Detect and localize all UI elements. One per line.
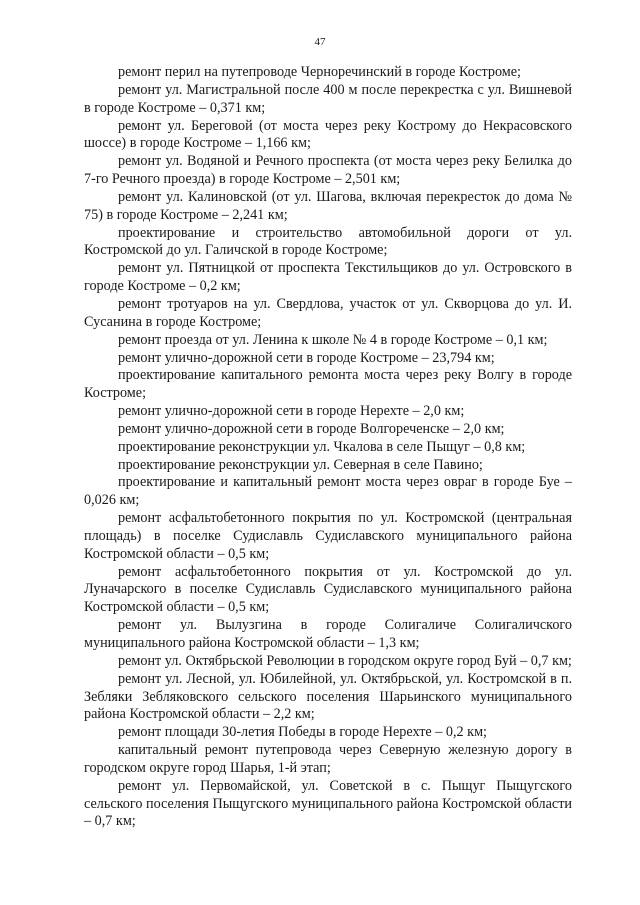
list-item: ремонт улично-дорожной сети в городе Костроме – 23,794 км; — [118, 349, 495, 366]
list-item: ремонт тротуаров на ул. Свердлова, участок от ул. Скворцова до ул. И. Сусанина в городе Костроме; — [84, 295, 572, 330]
list-item: ремонт ул. Первомайской, ул. Советской в с. Пыщуг Пыщугского сельского поселения Пыщугского муниципального района Костромской области – 0,7 км; — [84, 777, 572, 830]
page-number: 47 — [314, 36, 326, 48]
list-item: ремонт ул. Береговой (от моста через реку Кострому до Некрасовского шоссе) в городе Костроме – 1,166 км; — [84, 117, 572, 152]
list-item: проектирование и строительство автомобильной дороги от ул. Костромской до ул. Галичской в городе Костроме; — [84, 224, 572, 259]
list-item: ремонт асфальтобетонного покрытия по ул. Костромской (центральная площадь) в поселке Судиславль Судиславского муниципального района Костромской области – 0,5 км; — [84, 510, 572, 562]
list-item: проектирование капитального ремонта моста через реку Волгу в городе Костроме; — [84, 367, 572, 402]
list-item: проектирование и капитальный ремонт моста через овраг в городе Буе – 0,026 км; — [84, 474, 572, 509]
list-item: ремонт ул. Калиновской (от ул. Шагова, включая перекресток до дома № 75) в городе Костроме – 2,241 км; — [84, 188, 572, 223]
list-item: ремонт ул. Пятницкой от проспекта Текстильщиков до ул. Островского в городе Костроме – 0,2 км; — [84, 260, 572, 295]
list-item: ремонт улично-дорожной сети в городе Волгореченске – 2,0 км; — [118, 420, 505, 437]
list-item: ремонт улично-дорожной сети в городе Нерехте – 2,0 км; — [118, 403, 465, 420]
list-item: проектирование реконструкции ул. Чкалова в селе Пыщуг – 0,8 км; — [118, 438, 526, 455]
document-body — [84, 64, 572, 831]
list-item: ремонт ул. Лесной, ул. Юбилейной, ул. Октябрьской, ул. Костромской в п. Зебляки Зебляковского сельского поселения Шарьинского муниципального района Костромской области – 2,2 км; — [84, 670, 572, 723]
list-item: ремонт проезда от ул. Ленина к школе № 4 в городе Костроме – 0,1 км; — [118, 331, 548, 348]
list-item: ремонт асфальтобетонного покрытия от ул. Костромской до ул. Луначарского в поселке Судиславль Судиславского муниципального района Костромской области – 0,5 км; — [84, 563, 572, 616]
list-item: ремонт ул. Вылузгина в городе Солигаличе Солигаличского муниципального района Костромской области – 1,3 км; — [84, 617, 572, 651]
list-item: ремонт ул. Октябрьской Революции в городском округе город Буй – 0,7 км; — [118, 652, 572, 669]
list-item: капитальный ремонт путепровода через Северную железную дорогу в городском округе город Шарья, 1-й этап; — [84, 742, 572, 776]
list-item: проектирование реконструкции ул. Северная в селе Павино; — [118, 456, 483, 473]
list-item: ремонт перил на путепроводе Черноречинский в городе Костроме; — [118, 64, 521, 80]
list-item: ремонт ул. Магистральной после 400 м после перекрестка с ул. Вишневой в городе Костроме – 0,371 км; — [84, 81, 572, 116]
list-item: ремонт площади 30-летия Победы в городе Нерехте – 0,2 км; — [118, 724, 487, 741]
list-item: ремонт ул. Водяной и Речного проспекта (от моста через реку Белилка до 7-го Речного проезда) в городе Костроме – 2,501 км; — [84, 153, 572, 188]
